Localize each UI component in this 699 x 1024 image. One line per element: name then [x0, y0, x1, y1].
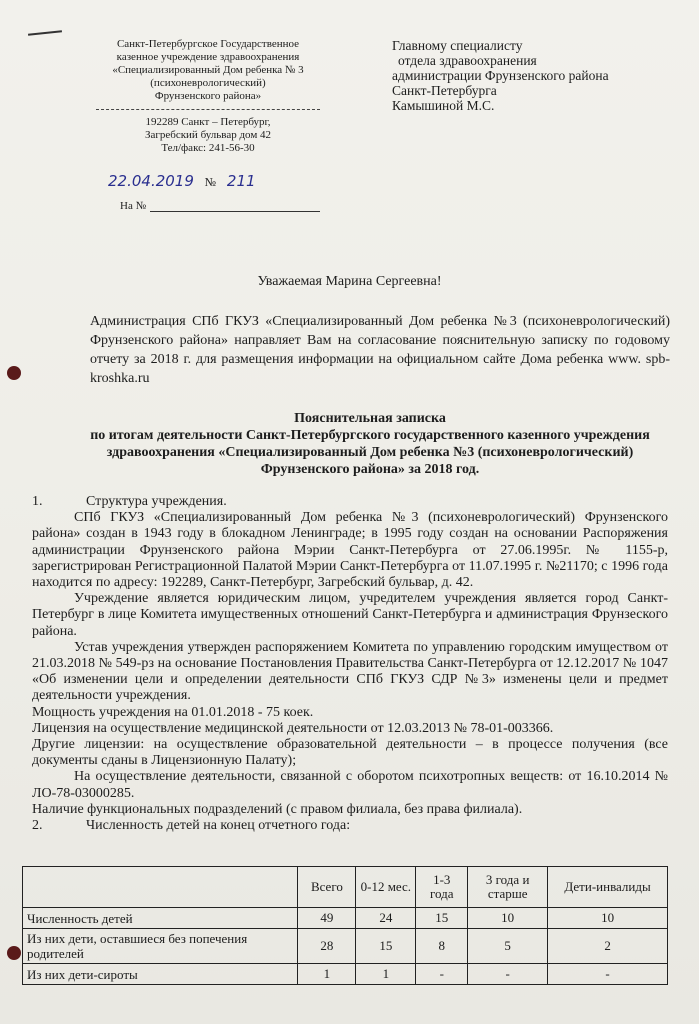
punch-hole	[7, 946, 21, 960]
sender-phone: Тел/факс: 241-56-30	[161, 142, 255, 154]
table-cell: Из них дети, оставшиеся без попечения родителей	[23, 929, 298, 964]
table-cell: -	[468, 964, 548, 985]
addressee-line: Санкт-Петербурга	[392, 83, 497, 98]
title-line: по итогам деятельности Санкт-Петербургского государственного казенного учреждения	[90, 428, 650, 443]
addressee-line: Главному специалисту	[392, 38, 523, 53]
table-header: 3 года и старше	[468, 867, 548, 908]
sender-address: 192289 Санкт – Петербург,	[145, 116, 271, 128]
table-cell: 28	[298, 929, 356, 964]
section-2-heading: 2. Численность детей на конец отчетного года:	[32, 818, 351, 834]
section-1-heading: 1. Структура учреждения.	[32, 494, 227, 509]
sender-line: казенное учреждение здравоохранения	[116, 51, 300, 63]
paragraph-capacity: Мощность учреждения на 01.01.2018 - 75 коек.	[32, 704, 314, 720]
table-cell: 1	[356, 964, 416, 985]
sender-line: Фрунзенского района»	[154, 90, 262, 102]
reference-blank-line	[150, 211, 320, 212]
note-body	[32, 494, 668, 834]
table-cell: 2	[548, 929, 668, 964]
paragraph-founder: Учреждение является юридическим лицом, учредителем учреждения является город Санкт-Петербург в лице Комитета имущественных отношений Санкт-Петербурга и администрация Фрунзеского района.	[32, 591, 668, 639]
note-title	[60, 410, 680, 478]
title-line: здравоохранения «Специализированный Дом ребенка №3 (психоневрологический)	[106, 445, 634, 460]
table-cell: 15	[416, 908, 468, 929]
paragraph-psychotropic: На осуществление деятельности, связанной с оборотом психотропных веществ: от 16.10.2014 № ЛО-78-03000285.	[32, 769, 668, 801]
sender-address: Загребский бульвар дом 42	[144, 129, 272, 141]
paragraph-license: Лицензия на осуществление медицинской деятельности от 12.03.2013 № 78-01-003366.	[32, 720, 554, 736]
table-cell: 24	[356, 908, 416, 929]
title-line: Фрунзенского района» за 2018 год.	[260, 462, 480, 477]
paragraph-charter: Устав учреждения утвержден распоряжением Комитета по управлению городским имуществом от 21.03.2018 № 549-рз на основание Постановления Правительства Санкт-Петербурга от 12.12.2017 № 1047 «Об изменении цели и определении деятельности СПб ГКУЗ СДР №3» изменены цели и предмет деятельности учреждения.	[32, 639, 668, 704]
number-sign: №	[204, 175, 217, 189]
sender-block	[78, 38, 338, 155]
reference-number	[120, 200, 320, 212]
paragraph-departments: Наличие функциональных подразделений (с правом филиала, без права филиала).	[32, 801, 523, 817]
table-cell: 49	[298, 908, 356, 929]
addressee-line: отдела здравоохранения	[398, 53, 537, 68]
sender-line: «Специализированный Дом ребенка № 3	[112, 64, 304, 76]
intro-paragraph: Администрация СПб ГКУЗ «Специализированный Дом ребенка №3 (психоневрологический) Фрунзенского района» направляет Вам на согласование пояснительную записку по годовому отчету за 2018 г. для размещения информации на официальном сайте Дома ребенка www. spb-kroshka.ru	[90, 314, 670, 386]
table-row	[23, 908, 668, 929]
table-row	[23, 964, 668, 985]
table-cell: 1	[298, 964, 356, 985]
sender-line: Санкт-Петербургское Государственное	[116, 38, 300, 50]
children-count-table	[22, 866, 668, 985]
table-header: Дети-инвалиды	[548, 867, 668, 908]
table-cell: 8	[416, 929, 468, 964]
title-line: Пояснительная записка	[294, 411, 446, 426]
table-header	[23, 867, 298, 908]
paragraph-other-licenses: Другие лицензии: на осуществление образовательной деятельности – в процессе получения (все документы сданы в Лицензионную Палату);	[32, 737, 668, 769]
greeting: Уважаемая Марина Сергеевна!	[257, 274, 442, 289]
outgoing-date: 22.04.2019	[108, 172, 194, 190]
table-cell: 10	[468, 908, 548, 929]
table-header: 0-12 мес.	[356, 867, 416, 908]
table-row	[23, 929, 668, 964]
addressee-block	[392, 38, 682, 113]
outgoing-number-value: 211	[226, 172, 256, 190]
sender-divider	[96, 109, 320, 110]
reference-label: На №	[120, 200, 147, 212]
table-cell: 5	[468, 929, 548, 964]
table-cell: 10	[548, 908, 668, 929]
pen-mark	[28, 30, 62, 36]
table-header: 1-3 года	[416, 867, 468, 908]
addressee-line: администрации Фрунзенского района	[392, 68, 609, 83]
table-cell: Из них дети-сироты	[23, 964, 298, 985]
table-cell: Численность детей	[23, 908, 298, 929]
punch-hole	[7, 366, 21, 380]
sender-line: (психоневрологический)	[150, 77, 266, 89]
table-cell: -	[416, 964, 468, 985]
table-header-row	[23, 867, 668, 908]
table-cell: 15	[356, 929, 416, 964]
paragraph-history: СПб ГКУЗ «Специализированный Дом ребенка №3 (психоневрологический) Фрунзенского района» создан в 1943 году в блокадном Ленинграде; в 1995 году создан на основании Распоряжения администрации Фрунзенского района Мэрии Санкт-Петербурга от 27.06.1995г. № 1155-р, зарегистрирован Регистрационной Палатой Мэрии Санкт-Петербурга от 11.07.1995 г. №21170; с 1996 года находится по адресу: 192289, Санкт-Петербург, Загребский бульвар, д. 42.	[32, 510, 668, 591]
table-header: Всего	[298, 867, 356, 908]
addressee-line: Камышиной М.С.	[392, 98, 495, 113]
outgoing-number	[108, 172, 256, 190]
table-cell: -	[548, 964, 668, 985]
